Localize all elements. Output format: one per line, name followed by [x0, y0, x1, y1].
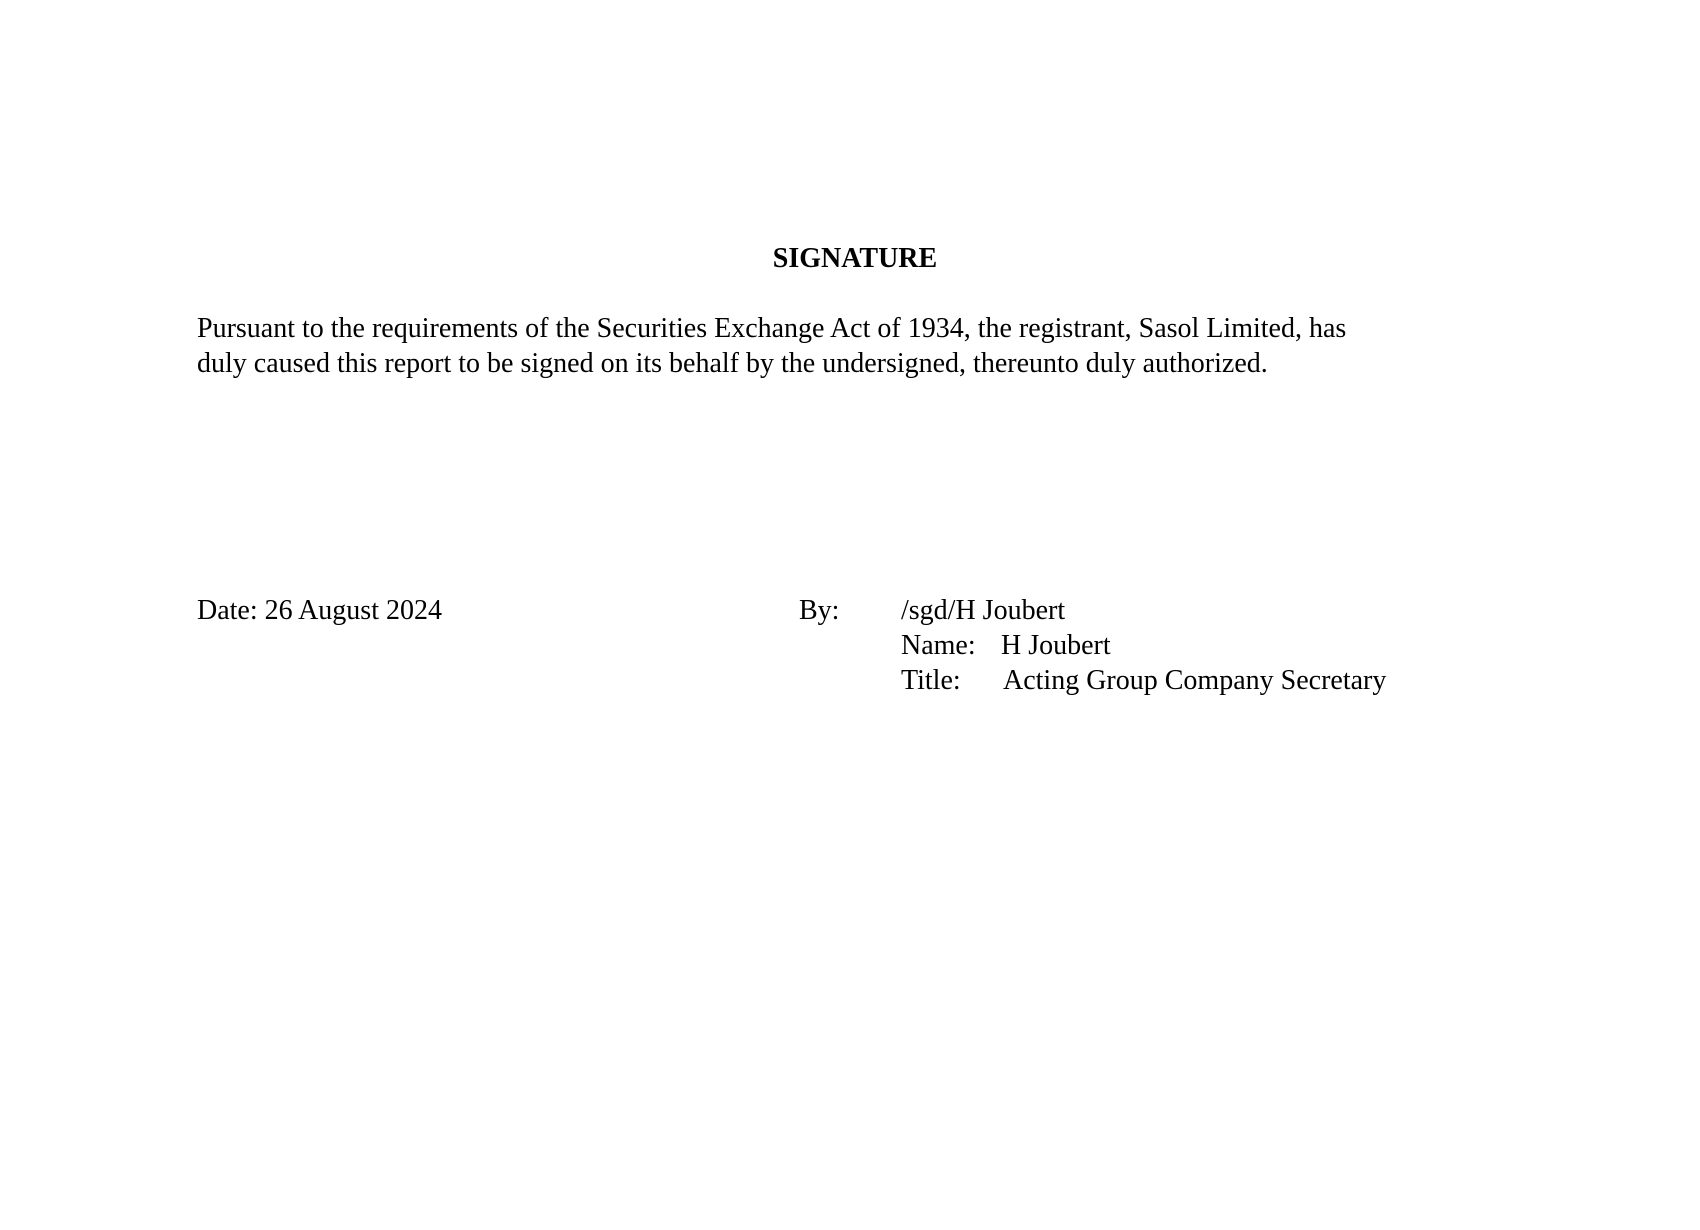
name-label: Name:	[901, 630, 976, 661]
paragraph-line: duly caused this report to be signed on its behalf by the undersigned, thereunto duly authorized.	[197, 348, 1268, 379]
signature-date: Date: 26 August 2024	[197, 595, 442, 626]
paragraph-line: Pursuant to the requirements of the Securities Exchange Act of 1934, the registrant, Sasol Limited, has	[197, 313, 1347, 344]
title-value: Acting Group Company Secretary	[1003, 665, 1387, 696]
signature-value: /sgd/H Joubert	[901, 595, 1066, 626]
attestation-paragraph	[197, 311, 1517, 381]
title-label: Title:	[901, 665, 961, 696]
by-label: By:	[799, 595, 840, 626]
page-heading: SIGNATURE	[772, 243, 938, 274]
name-value: H Joubert	[1001, 630, 1111, 661]
